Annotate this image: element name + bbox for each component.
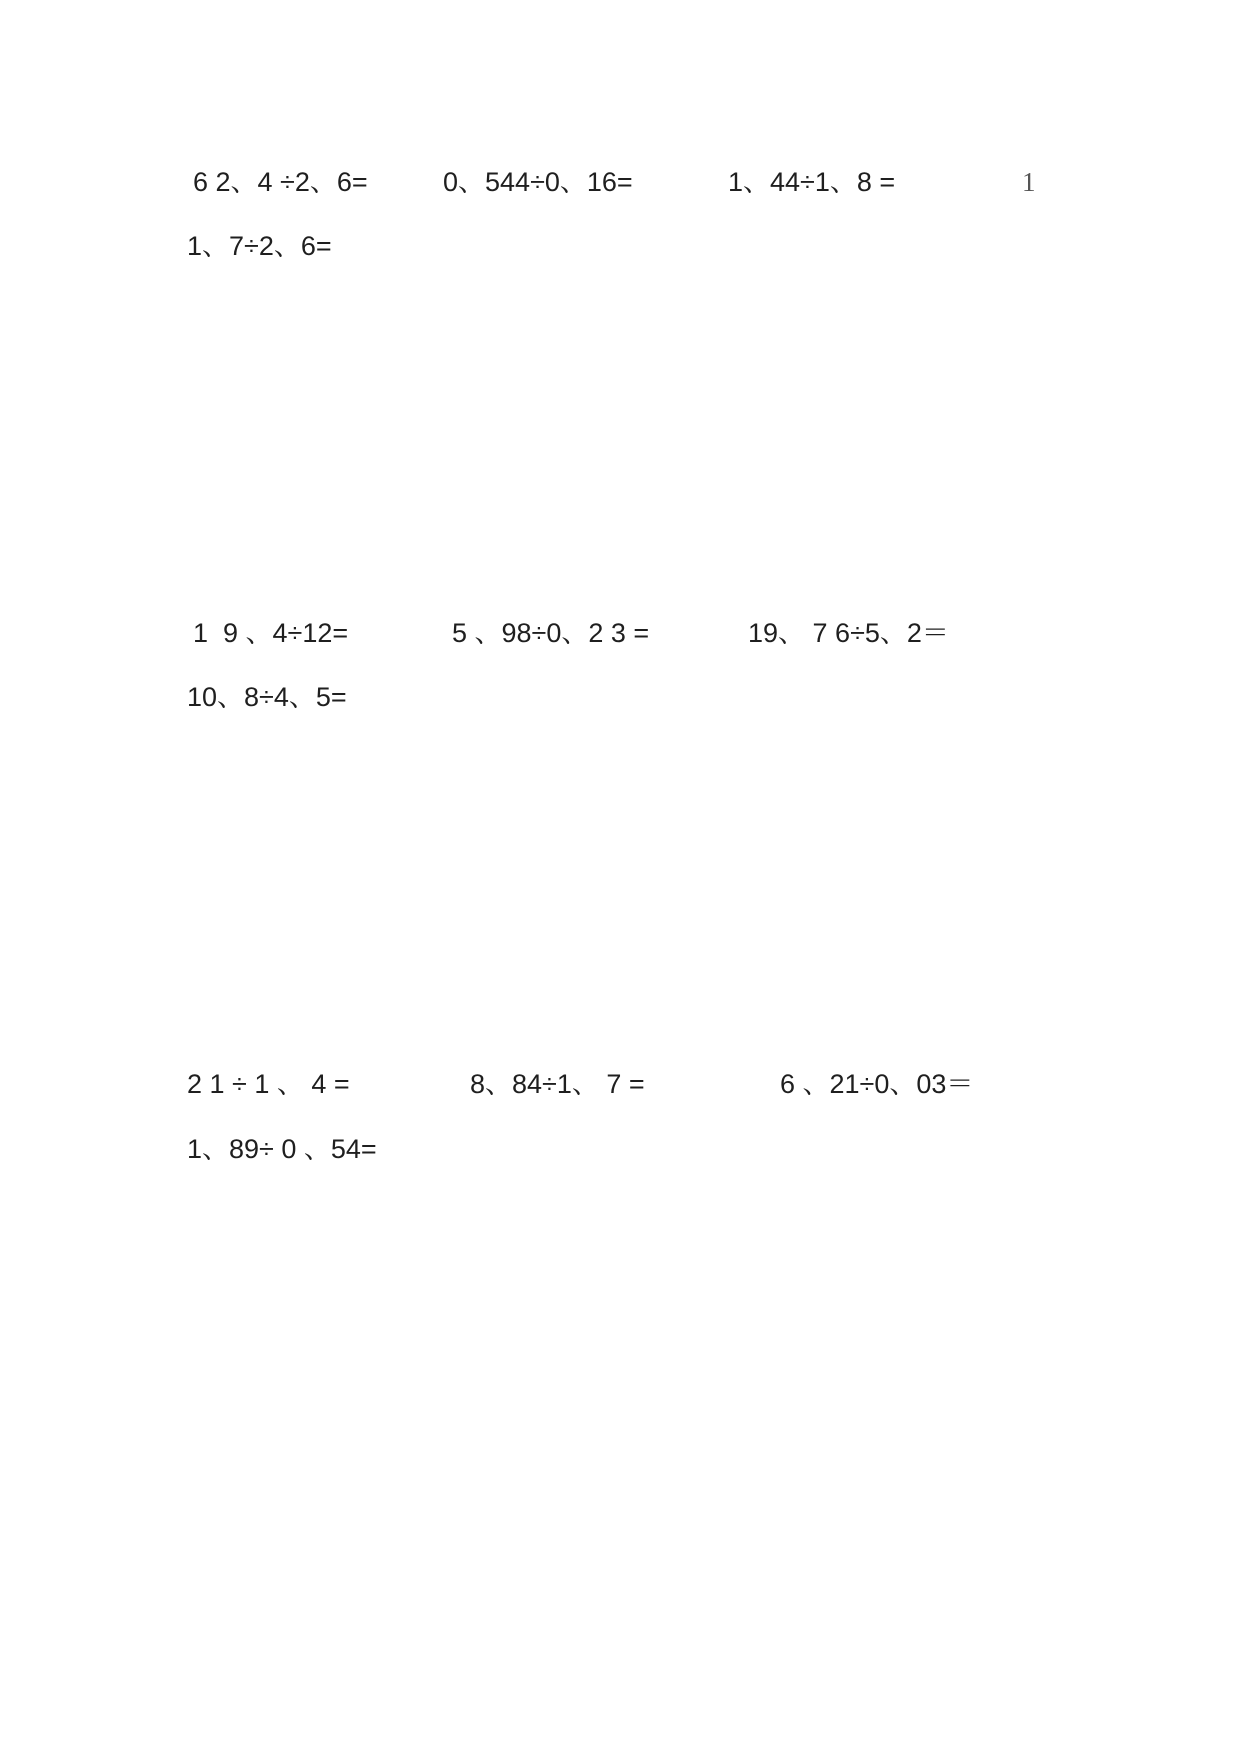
problem-3-4: 1、89÷ 0 、54= [187, 1134, 377, 1164]
problem-3-1: 2 1 ÷ 1 、 4 = [187, 1069, 350, 1099]
problem-1-5: 1、7÷2、6= [187, 231, 332, 261]
problem-3-2: 8、84÷1、 7 = [470, 1069, 645, 1099]
problem-1-4: 1 [1022, 167, 1036, 197]
problem-1-2: 0、544÷0、16= [443, 167, 633, 197]
problem-1-3: 1、44÷1、8 = [728, 167, 896, 197]
problem-2-4: 10、8÷4、5= [187, 682, 347, 712]
problem-2-1: 1 9 、4÷12= [193, 618, 349, 648]
problem-1-1: 6 2、4 ÷2、6= [193, 167, 368, 197]
problem-3-3: 6 、21÷0、03＝ [780, 1069, 974, 1099]
problem-2-3: 19、 7 6÷5、2＝ [748, 618, 949, 648]
problem-2-2: 5 、98÷0、2 3 = [452, 618, 650, 648]
